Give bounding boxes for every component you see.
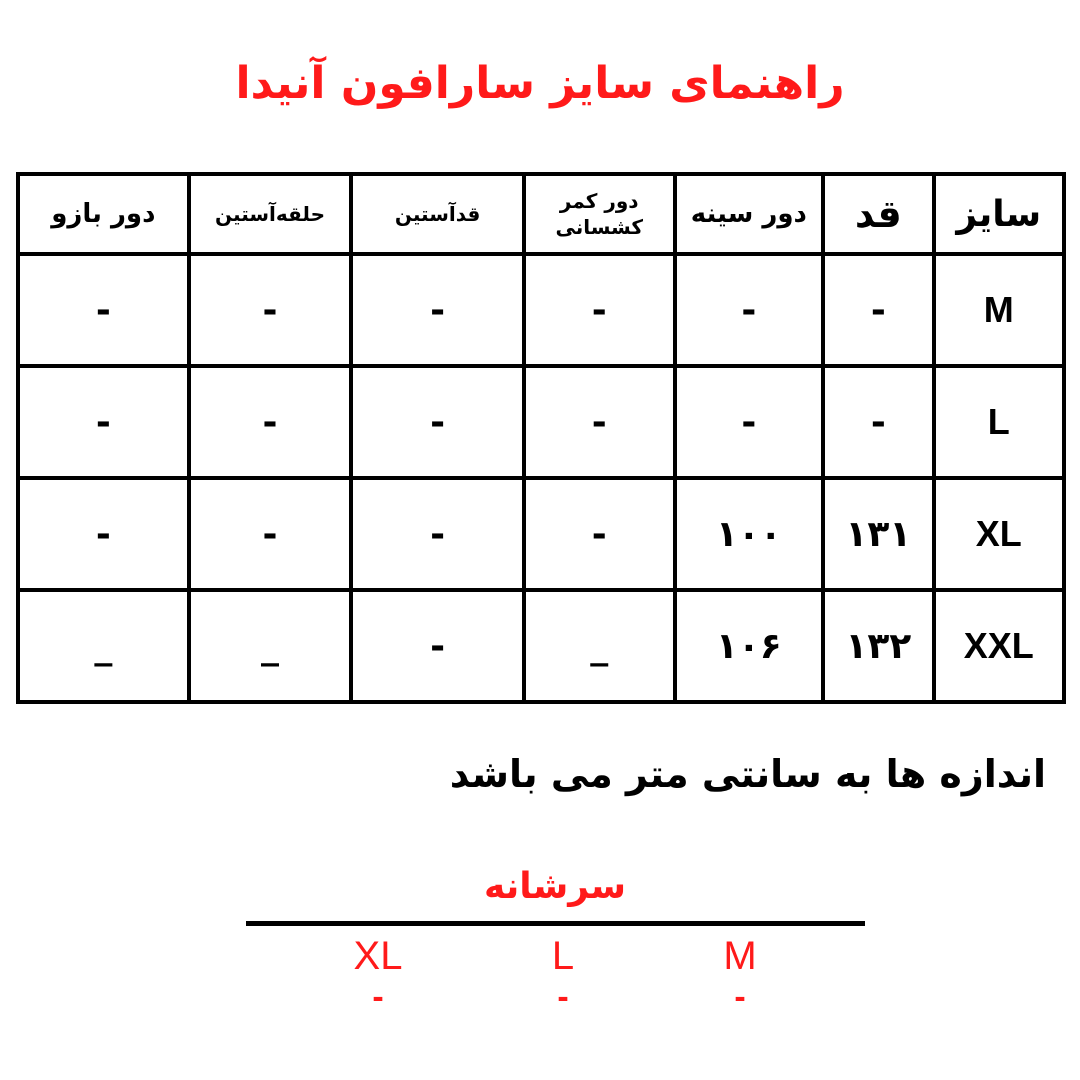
header-waist-line1: دور کمر [559,189,639,213]
header-chest: دور سینه [675,174,824,254]
header-waist [524,174,675,254]
cell-waist: - [524,366,675,478]
cell-arm: - [18,254,189,366]
table-row [18,478,1064,590]
shoulder-value: - [557,978,569,1016]
shoulder-item-m [680,932,800,1014]
shoulder-size-label: M [723,934,757,978]
cell-sleeve-ring: - [189,366,352,478]
cell-sleeve-ring: _ [189,590,352,702]
cell-size: XXL [934,590,1064,702]
size-table [16,172,1066,704]
cell-height: ۱۳۲ [823,590,933,702]
header-height: قد [823,174,933,254]
cell-arm: - [18,478,189,590]
cell-chest: - [675,254,824,366]
cell-waist: _ [524,590,675,702]
cell-sleeve-length: - [351,478,524,590]
cell-sleeve-ring: - [189,254,352,366]
cell-chest: ۱۰۰ [675,478,824,590]
header-arm: دور بازو [18,174,189,254]
cell-size: XL [934,478,1064,590]
cell-waist: - [524,254,675,366]
shoulder-item-xl [318,932,438,1014]
page-title: راهنمای سایز سارافون آنیدا [235,58,845,109]
shoulder-title: سرشانه [483,866,627,907]
cell-chest: ۱۰۶ [675,590,824,702]
cell-height: ۱۳۱ [823,478,933,590]
shoulder-size-label: XL [353,934,403,978]
cell-size: L [934,366,1064,478]
table-header-row [18,174,1064,254]
cell-height: - [823,366,933,478]
shoulder-size-label: L [551,934,575,978]
cell-arm: - [18,366,189,478]
cell-sleeve-length: - [351,590,524,702]
cell-arm: _ [18,590,189,702]
cell-chest: - [675,366,824,478]
cell-sleeve-length: - [351,366,524,478]
shoulder-value: - [734,978,746,1016]
header-sleeve-ring: حلقه‌آستین [189,174,352,254]
header-waist-line2: کشسانی [555,215,644,239]
shoulder-item-l [503,932,623,1014]
shoulder-value: - [372,978,384,1016]
cell-height: - [823,254,933,366]
cell-size: M [934,254,1064,366]
cell-waist: - [524,478,675,590]
shoulder-divider [246,921,865,926]
units-note: اندازه ها به سانتی متر می باشد [449,752,1046,796]
table-row [18,254,1064,366]
header-sleeve-length: قدآستین [351,174,524,254]
cell-sleeve-ring: - [189,478,352,590]
table-row [18,590,1064,702]
header-size: سایز [934,174,1064,254]
table-row [18,366,1064,478]
cell-sleeve-length: - [351,254,524,366]
